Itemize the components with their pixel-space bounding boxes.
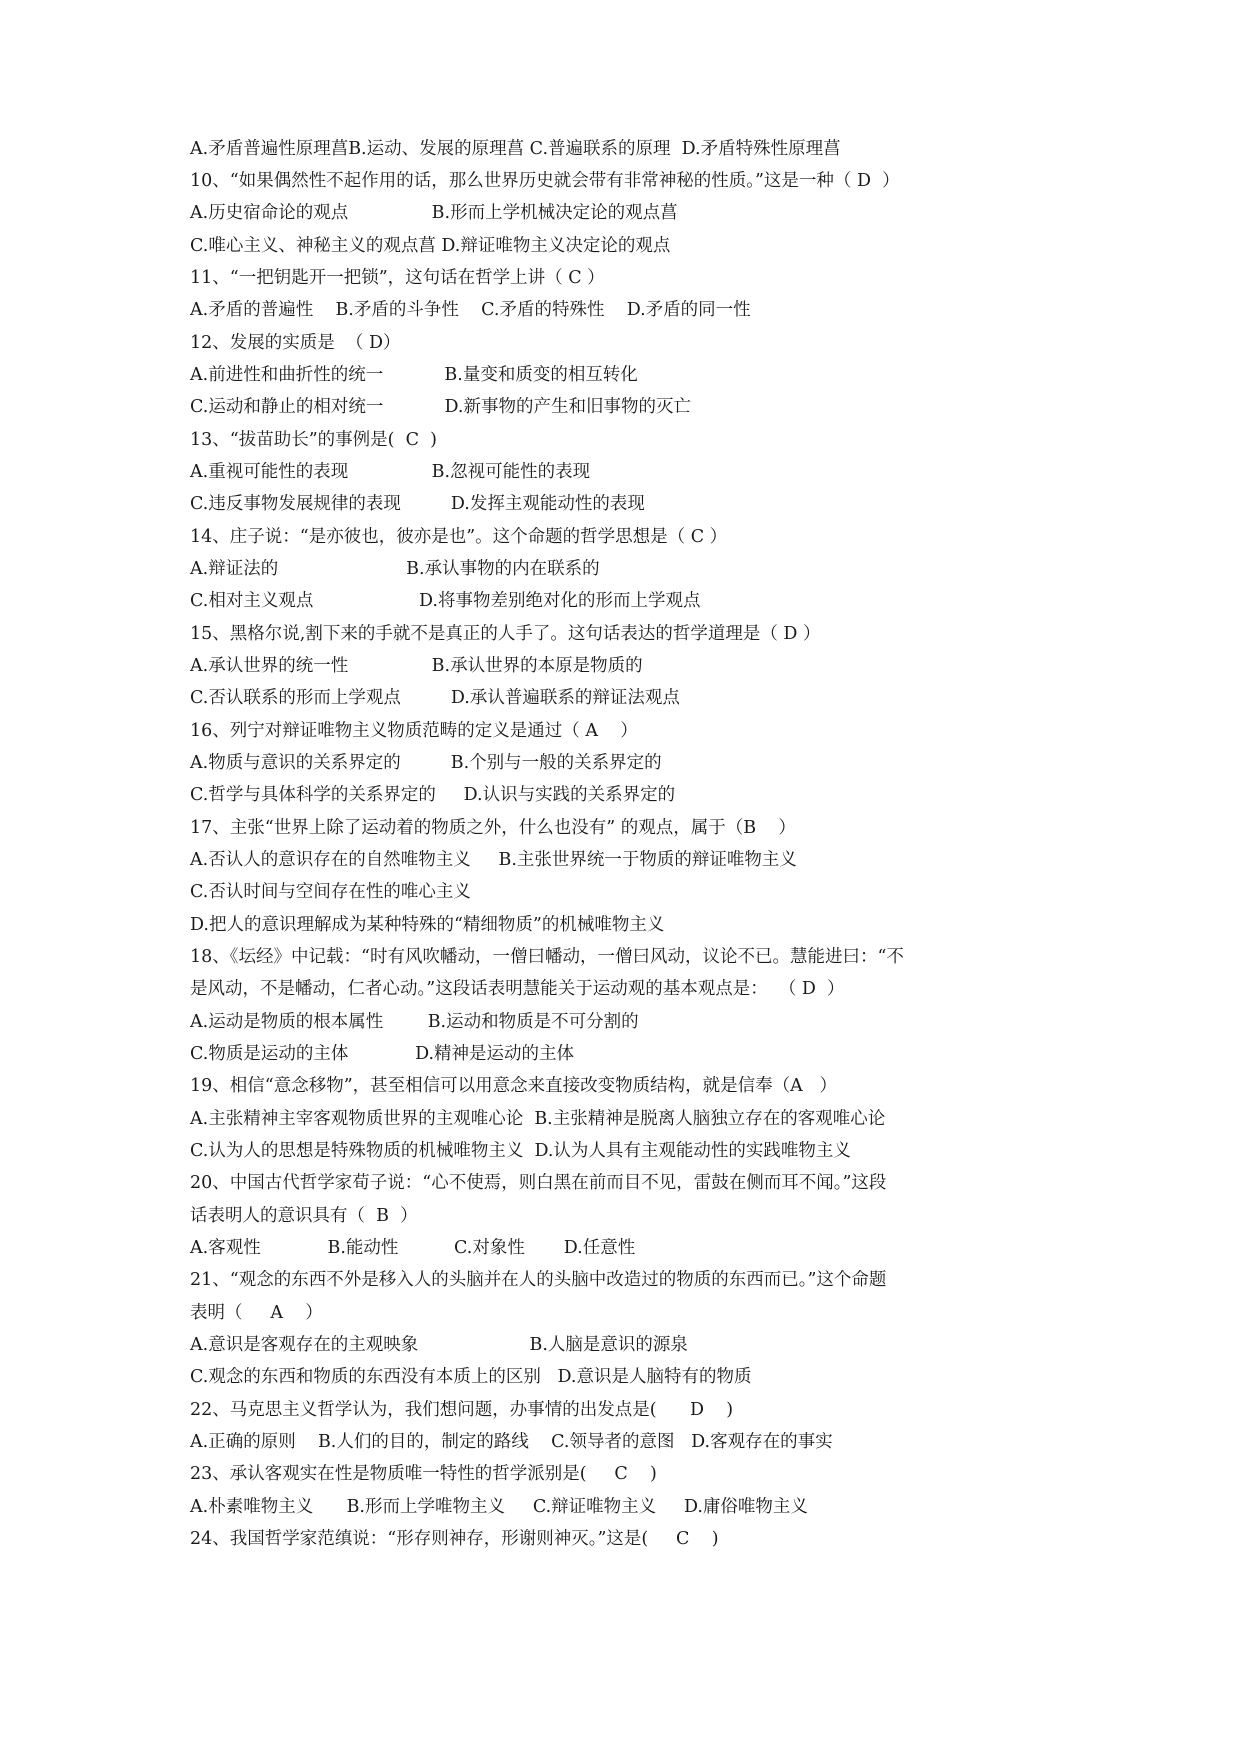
text-line: A.矛盾的普遍性 B.矛盾的斗争性 C.矛盾的特殊性 D.矛盾的同一性 bbox=[190, 300, 751, 320]
text-line: C.相对主义观点 D.将事物差别绝对化的形而上学观点 bbox=[190, 591, 701, 611]
text-line: 15、黑格尔说,割下来的手就不是真正的人手了。这句话表达的哲学道理是（ D ） bbox=[190, 624, 821, 644]
text-line: A.前进性和曲折性的统一 B.量变和质变的相互转化 bbox=[190, 365, 638, 385]
text-line: A.历史宿命论的观点 B.形而上学机械决定论的观点菖 bbox=[190, 203, 678, 223]
text-line: A.物质与意识的关系界定的 B.个别与一般的关系界定的 bbox=[190, 753, 662, 773]
text-line: C.认为人的思想是特殊物质的机械唯物主义 D.认为人具有主观能动性的实践唯物主义 bbox=[190, 1141, 851, 1161]
text-line: 19、相信“意念移物”，甚至相信可以用意念来直接改变物质结构，就是信奉（A ） bbox=[190, 1076, 837, 1096]
text-line: A.否认人的意识存在的自然唯物主义 B.主张世界统一于物质的辩证唯物主义 bbox=[190, 850, 797, 870]
text-line: 17、主张“世界上除了运动着的物质之外，什么也没有” 的观点，属于（B ） bbox=[190, 818, 796, 838]
text-line: 13、“拔苗助长”的事例是( C ) bbox=[190, 430, 437, 450]
text-line: A.矛盾普遍性原理菖B.运动、发展的原理菖 C.普遍联系的原理 D.矛盾特殊性原理菖 bbox=[190, 139, 841, 159]
text-line: 20、中国古代哲学家荀子说：“心不使焉，则白黑在前而目不见，雷鼓在侧而耳不闻。”这段 bbox=[190, 1173, 887, 1193]
text-line: A.意识是客观存在的主观映象 B.人脑是意识的源泉 bbox=[190, 1335, 688, 1355]
text-line: C.运动和静止的相对统一 D.新事物的产生和旧事物的灭亡 bbox=[190, 397, 691, 417]
text-line: 表明（ A ） bbox=[190, 1303, 323, 1323]
text-line: C.否认时间与空间存在性的唯心主义 bbox=[190, 882, 471, 902]
text-line: A.朴素唯物主义 B.形而上学唯物主义 C.辩证唯物主义 D.庸俗唯物主义 bbox=[190, 1497, 808, 1517]
text-line: C.唯心主义、神秘主义的观点菖 D.辩证唯物主义决定论的观点 bbox=[190, 236, 671, 256]
text-line: A.辩证法的 B.承认事物的内在联系的 bbox=[190, 559, 600, 579]
text-line: A.主张精神主宰客观物质世界的主观唯心论 B.主张精神是脱离人脑独立存在的客观唯心论 bbox=[190, 1109, 886, 1129]
text-line: C.否认联系的形而上学观点 D.承认普遍联系的辩证法观点 bbox=[190, 688, 680, 708]
text-line: 18、《坛经》中记载：“时有风吹幡动，一僧曰幡动，一僧曰风动，议论不已。慧能进曰：“不 bbox=[190, 947, 904, 967]
text-line: 话表明人的意识具有（ B ） bbox=[190, 1206, 418, 1226]
text-line: A.正确的原则 B.人们的目的，制定的路线 C.领导者的意图 D.客观存在的事实 bbox=[190, 1432, 833, 1452]
text-line: 12、发展的实质是 （ D） bbox=[190, 333, 401, 353]
text-line: 24、我国哲学家范缜说：“形存则神存，形谢则神灭。”这是( C ) bbox=[190, 1529, 719, 1549]
text-line: C.观念的东西和物质的东西没有本质上的区别 D.意识是人脑特有的物质 bbox=[190, 1367, 752, 1387]
text-line: A.客观性 B.能动性 C.对象性 D.任意性 bbox=[190, 1238, 636, 1258]
text-line: C.物质是运动的主体 D.精神是运动的主体 bbox=[190, 1044, 575, 1064]
text-line: 14、庄子说：“是亦彼也，彼亦是也”。这个命题的哲学思想是（ C ） bbox=[190, 527, 728, 547]
text-line: 11、“一把钥匙开一把锁”，这句话在哲学上讲（ C ） bbox=[190, 268, 605, 288]
text-line: 22、马克思主义哲学认为，我们想问题，办事情的出发点是( D ) bbox=[190, 1400, 734, 1420]
text-line: A.重视可能性的表现 B.忽视可能性的表现 bbox=[190, 462, 591, 482]
text-line: C.违反事物发展规律的表现 D.发挥主观能动性的表现 bbox=[190, 494, 645, 514]
text-line: 23、承认客观实在性是物质唯一特性的哲学派别是( C ) bbox=[190, 1464, 657, 1484]
text-line: 是风动，不是幡动，仁者心动。”这段话表明慧能关于运动观的基本观点是： （ D ） bbox=[190, 979, 845, 999]
text-line: A.运动是物质的根本属性 B.运动和物质是不可分割的 bbox=[190, 1012, 639, 1032]
text-line: A.承认世界的统一性 B.承认世界的本原是物质的 bbox=[190, 656, 643, 676]
text-line: 21、“观念的东西不外是移入人的头脑并在人的头脑中改造过的物质的东西而已。”这个命题 bbox=[190, 1270, 887, 1290]
text-line: C.哲学与具体科学的关系界定的 D.认识与实践的关系界定的 bbox=[190, 785, 676, 805]
text-line: 16、列宁对辩证唯物主义物质范畴的定义是通过（ A ） bbox=[190, 721, 638, 741]
text-line: 10、“如果偶然性不起作用的话，那么世界历史就会带有非常神秘的性质。”这是一种（ D ） bbox=[190, 171, 900, 191]
text-line: D.把人的意识理解成为某种特殊的“精细物质”的机械唯物主义 bbox=[190, 915, 665, 935]
